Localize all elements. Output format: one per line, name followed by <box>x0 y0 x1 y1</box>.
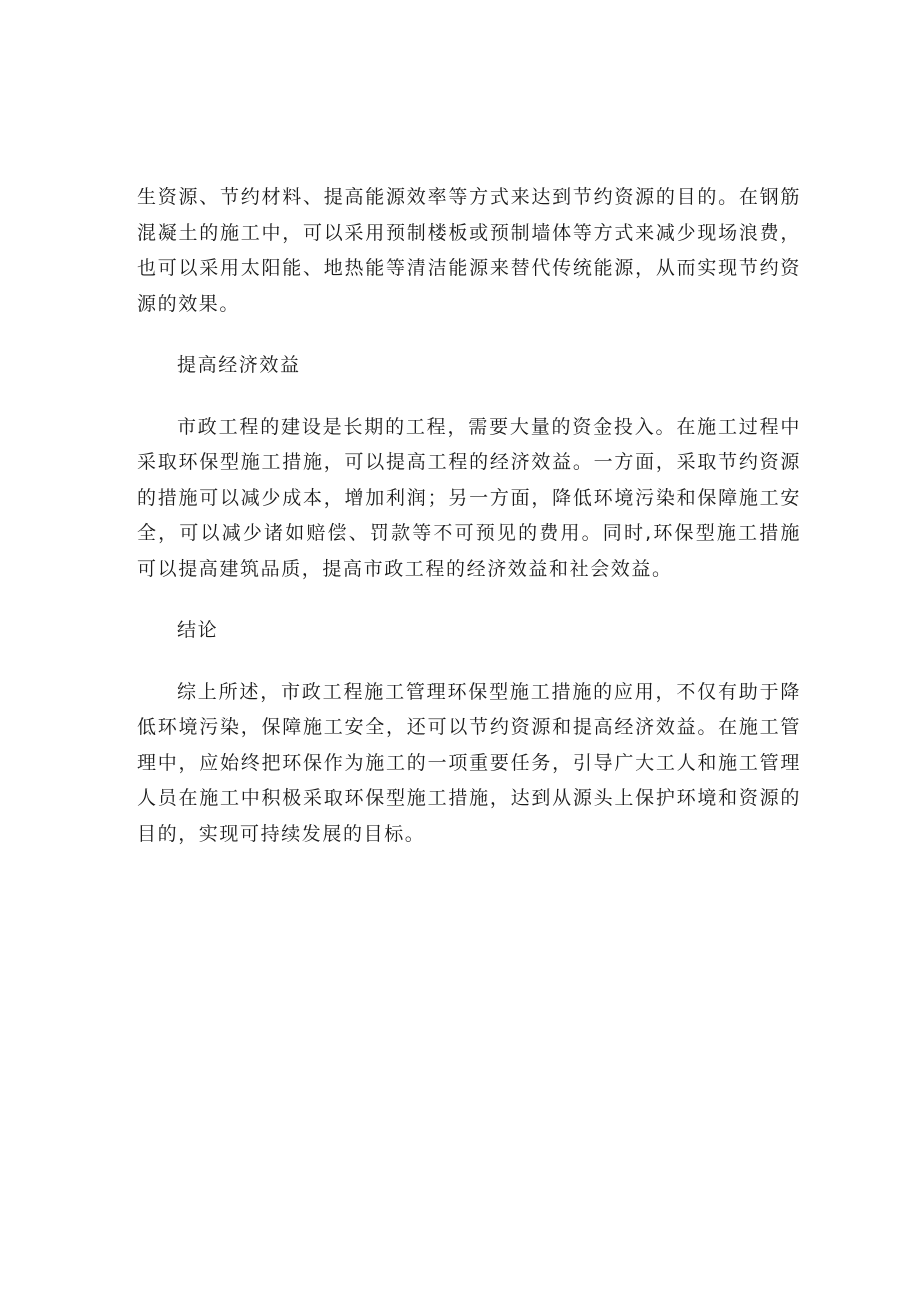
paragraph-gap <box>137 322 801 348</box>
document-body <box>137 180 801 852</box>
paragraph-gap <box>137 587 801 613</box>
paragraph-conclusion: 综上所述，市政工程施工管理环保型施工措施的应用，不仅有助于降低环境污染，保障施工安全，还可以节约资源和提高经济效益。在施工管理中，应始终把环保作为施工的一项重要任务，引导广大工人和施工管理人员在施工中积极采取环保型施工措施，达到从源头上保护环境和资源的目的，实现可持续发展的目标。 <box>137 680 801 845</box>
section-heading-conclusion: 结论 <box>177 619 219 641</box>
paragraph-resource-saving-continuation: 生资源、节约材料、提高能源效率等方式来达到节约资源的目的。在钢筋混凝土的施工中，可以采用预制楼板或预制墙体等方式来减少现场浪费，也可以采用太阳能、地热能等清洁能源来替代传统能源，从而实现节约资源的效果。 <box>137 186 801 315</box>
section-heading-economic-benefit: 提高经济效益 <box>177 354 301 376</box>
paragraph-economic-benefit: 市政工程的建设是长期的工程，需要大量的资金投入。在施工过程中采取环保型施工措施，可以提高工程的经济效益。一方面，采取节约资源的措施可以减少成本，增加利润；另一方面，降低环境污染和保障施工安全，可以减少诸如赔偿、罚款等不可预见的费用。同时,环保型施工措施可以提高建筑品质，提高市政工程的经济效益和社会效益。 <box>137 415 801 580</box>
paragraph-gap <box>137 384 801 410</box>
paragraph-gap <box>137 649 801 675</box>
